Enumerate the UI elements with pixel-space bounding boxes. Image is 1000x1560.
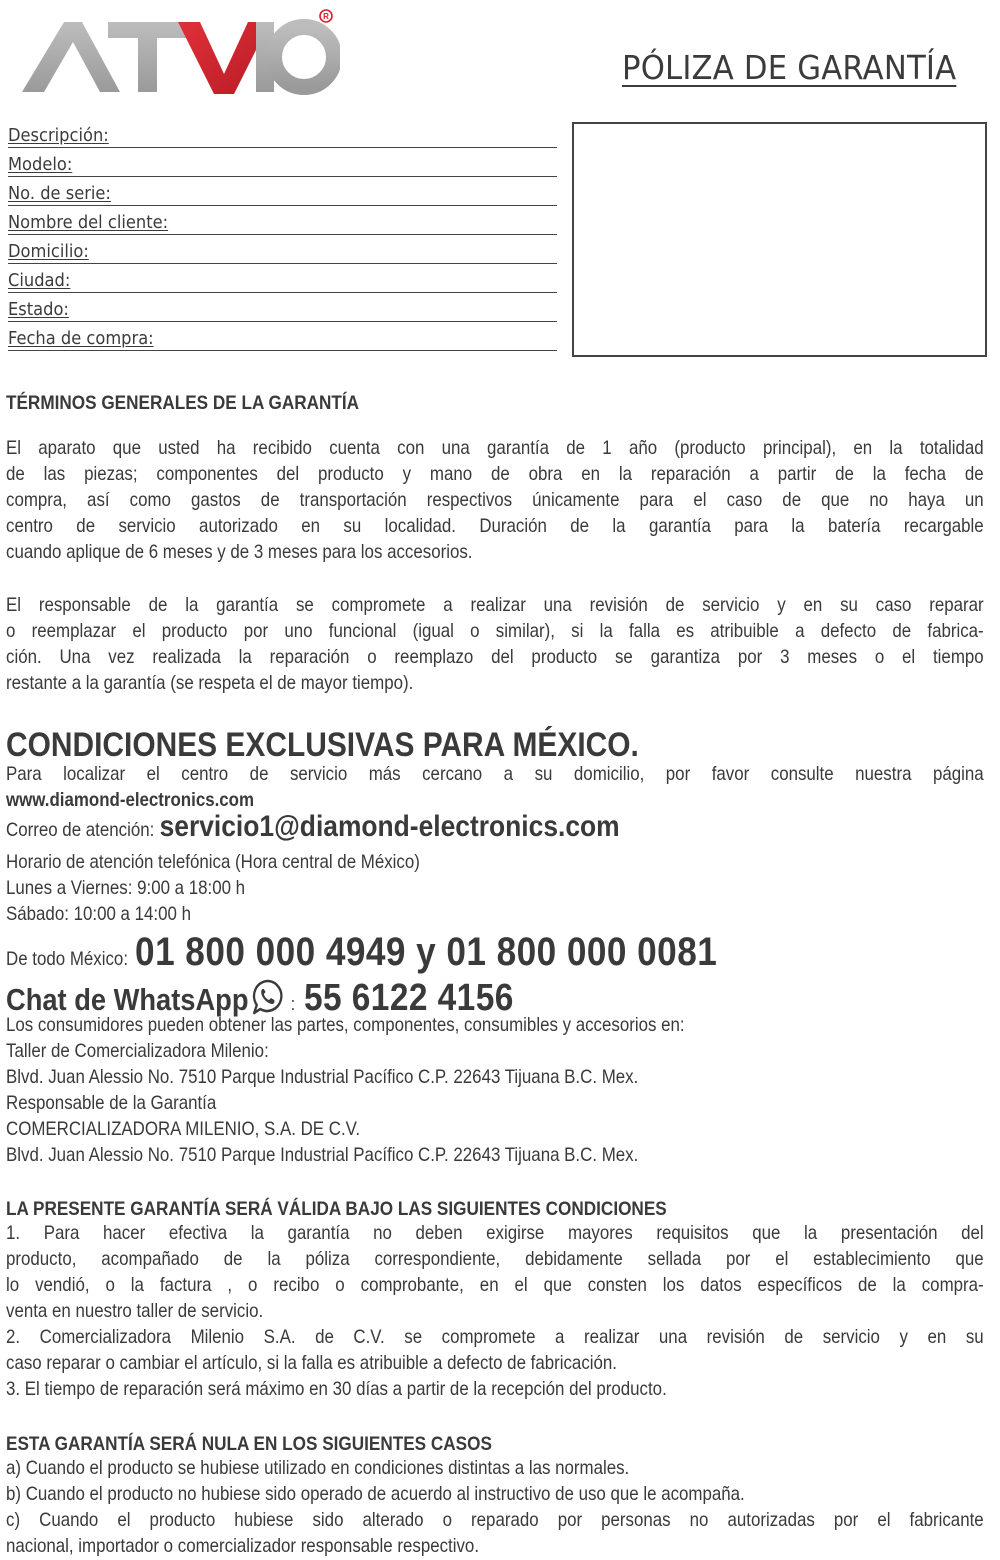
list-item: 3. El tiempo de reparación será máximo en 30 días a partir de la recepción del producto. (6, 1379, 667, 1400)
whatsapp-number[interactable]: 55 6122 4156 (303, 977, 514, 1019)
whatsapp-icon (250, 978, 285, 1016)
list-item: c) Cuando el producto hubiese sido alterado o reparado por personas no autorizadas por el fabricante (6, 1510, 984, 1531)
list-item: venta en nuestro taller de servicio. (6, 1301, 264, 1322)
terms-paragraph-1 (6, 436, 984, 566)
null-conditions-list (6, 1456, 984, 1560)
form-field-estado[interactable] (8, 293, 557, 322)
valid-conditions-list (6, 1221, 984, 1403)
list-item: caso reparar o cambiar el artículo, si la falla es atribuible a defecto de fabricación. (6, 1353, 617, 1374)
field-label: Nombre del cliente: (8, 213, 169, 233)
form-field-fecha-compra[interactable] (8, 322, 557, 351)
phone-label: De todo México: (6, 949, 129, 970)
form-field-descripcion[interactable] (8, 119, 557, 148)
hours-saturday: Sábado: 10:00 a 14:00 h (6, 904, 191, 925)
mexico-contact-block (6, 762, 984, 928)
form-field-domicilio[interactable] (8, 235, 557, 264)
field-label: Ciudad: (8, 271, 71, 291)
hours-title: Horario de atención telefónica (Hora central de México) (6, 852, 420, 873)
list-item: b) Cuando el producto no hubiese sido operado de acuerdo al instructivo de uso que le acompaña. (6, 1484, 745, 1505)
terms-heading: TÉRMINOS GENERALES DE LA GARANTÍA (6, 392, 360, 414)
form-field-modelo[interactable] (8, 148, 557, 177)
terms-paragraph-2 (6, 593, 984, 697)
stamp-box (572, 122, 987, 357)
phone-row (6, 930, 717, 975)
list-item: 1. Para hacer efectiva la garantía no deben exigirse mayores requisitos que la presentación del (6, 1223, 984, 1244)
field-label: Estado: (8, 300, 69, 320)
field-label: Descripción: (8, 126, 109, 146)
hours-weekdays: Lunes a Viernes: 9:00 a 18:00 h (6, 878, 246, 899)
list-item: 2. Comercializadora Milenio S.A. de C.V. se compromete a realizar una revisión de servicio y en su (6, 1327, 984, 1348)
text-line: Responsable de la Garantía (6, 1093, 217, 1114)
field-label: Modelo: (8, 155, 73, 175)
text-line: El aparato que usted ha recibido cuenta con una garantía de 1 año (producto principal), en la totalidad (6, 438, 984, 459)
text-line: ción. Una vez realizada la reparación o reemplazo del producto se garantiza por 3 meses o el tiempo (6, 647, 984, 668)
text-line: o reemplazar el producto por uno funcional (igual o similar), si la falla es atribuible a defecto de fabrica- (6, 621, 984, 642)
warranty-form (8, 119, 557, 351)
text-line: El responsable de la garantía se compromete a realizar una revisión de servicio y en su caso reparar (6, 595, 984, 616)
mexico-heading: CONDICIONES EXCLUSIVAS PARA MÉXICO. (6, 726, 639, 764)
null-conditions-heading: ESTA GARANTÍA SERÁ NULA EN LOS SIGUIENTES CASOS (6, 1433, 492, 1455)
phone-numbers[interactable]: 01 800 000 4949 y 01 800 000 0081 (135, 930, 718, 974)
field-label: No. de serie: (8, 184, 111, 204)
parts-block (6, 1013, 984, 1169)
text-line: restante a la garantía (se respeta el de mayor tiempo). (6, 673, 414, 694)
whatsapp-label: Chat de WhatsApp (6, 982, 249, 1017)
text-line: COMERCIALIZADORA MILENIO, S.A. DE C.V. (6, 1119, 361, 1140)
form-field-ciudad[interactable] (8, 264, 557, 293)
email-row (6, 810, 984, 850)
valid-conditions-heading: LA PRESENTE GARANTÍA SERÁ VÁLIDA BAJO LAS SIGUIENTES CONDICIONES (6, 1198, 667, 1220)
text-line: compra, así como gastos de transportación respectivos únicamente para el caso de que no haya un (6, 490, 984, 511)
form-field-no-serie[interactable] (8, 177, 557, 206)
website-link[interactable]: www.diamond-electronics.com (6, 790, 255, 811)
text-line: Blvd. Juan Alessio No. 7510 Parque Industrial Pacífico C.P. 22643 Tijuana B.C. Mex. (6, 1145, 639, 1166)
locate-text: Para localizar el centro de servicio más cercano a su domicilio, por favor consulte nuestra página (6, 764, 984, 785)
text-line: de las piezas; componentes del producto y mano de obra en la reparación a partir de la fecha de (6, 464, 984, 485)
form-field-nombre-cliente[interactable] (8, 206, 557, 235)
field-label: Domicilio: (8, 242, 89, 262)
list-item: a) Cuando el producto se hubiese utilizado en condiciones distintas a las normales. (6, 1458, 630, 1479)
email-label: Correo de atención: (6, 820, 155, 841)
svg-text:R: R (323, 12, 329, 21)
text-line: Taller de Comercializadora Milenio: (6, 1041, 269, 1062)
text-line: centro de servicio autorizado en su localidad. Duración de la garantía para la batería recargable (6, 516, 984, 537)
text-line: Blvd. Juan Alessio No. 7510 Parque Industrial Pacífico C.P. 22643 Tijuana B.C. Mex. (6, 1067, 639, 1088)
text-line: cuando aplique de 6 meses y de 3 meses para los accesorios. (6, 542, 473, 563)
atvio-logo-graphic (20, 8, 340, 100)
list-item: producto, acompañado de la póliza correspondiente, debidamente sellada por el establecimiento que (6, 1249, 984, 1270)
list-item: lo vendió, o la factura , o recibo o comprobante, en el que consten los datos específicos de la compra- (6, 1275, 984, 1296)
text-line: Los consumidores pueden obtener las partes, componentes, consumibles y accesorios en: (6, 1015, 685, 1036)
page-title: PÓLIZA DE GARANTÍA (622, 48, 957, 87)
field-label: Fecha de compra: (8, 329, 154, 349)
atvio-logo (20, 8, 340, 100)
email-link[interactable]: servicio1@diamond-electronics.com (159, 810, 620, 843)
list-item: nacional, importador o comercializador responsable respectivo. (6, 1536, 480, 1557)
whatsapp-colon: : (290, 994, 296, 1014)
